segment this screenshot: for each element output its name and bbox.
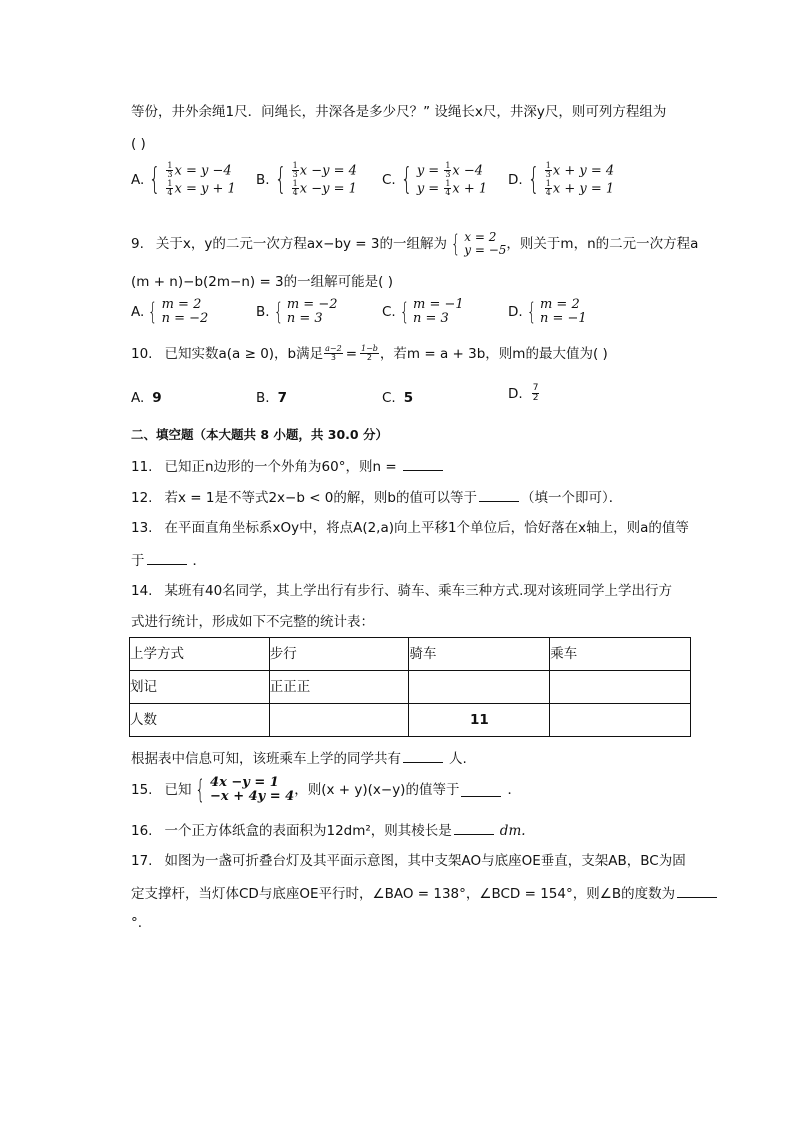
equation-system: { $\frac{1}{3}$ x −y = 4 $\frac{1}{4}$ x −y = 1 xyxy=(274,161,357,198)
q9-option-a[interactable]: A. { m = 2 n = −2 xyxy=(131,297,209,327)
table-cell: 骑车 xyxy=(409,638,550,671)
q10-text: 10. 已知实数a(a ≥ 0)，b满足 $\frac{a-2}{3}$ = $\frac{1-b}{2}$ ，若m = a + 3b，则m的最大值为( ) xyxy=(131,344,608,363)
brace-icon: { xyxy=(451,230,461,259)
q14-text-line1: 14. 某班有40名同学，其上学出行有步行、骑车、乘车三种方式.现对该班同学上学出行方 xyxy=(131,583,672,599)
brace-icon: { xyxy=(274,161,286,197)
q16-text: 16. 一个正方体纸盒的表面积为12dm²，则其棱长是 dm. xyxy=(131,823,526,839)
table-row xyxy=(130,704,691,737)
answer-blank[interactable] xyxy=(461,784,501,797)
equation-system: { y = $\frac{1}{3}$ x −4 y = $\frac{1}{4}$ x + 1 xyxy=(400,161,488,198)
table-cell: 乘车 xyxy=(550,638,691,671)
equation-system: { x = 2 y = −5 xyxy=(451,230,507,259)
option-label: A. xyxy=(131,171,145,188)
statistics-table xyxy=(129,637,691,737)
q13-text-line2: 于 ． xyxy=(131,553,206,569)
brace-icon: { xyxy=(195,775,206,806)
table-cell: 步行 xyxy=(269,638,409,671)
q13-text-line1: 13. 在平面直角坐标系xOy中，将点A(2,a)向上平移1个单位后，恰好落在x轴上，则a的值等 xyxy=(131,520,689,536)
option-label: A. xyxy=(131,304,145,321)
table-cell: 人数 xyxy=(130,704,270,737)
q9-option-d[interactable]: D. { m = 2 n = −1 xyxy=(508,297,587,327)
table-row xyxy=(130,671,691,704)
q8-text-line1: 等份，井外余绳1尺．问绳长，井深各是多少尺？” 设绳长x尺，井深y尺，则可列方程组为 xyxy=(131,104,667,120)
q8-option-d[interactable] xyxy=(508,162,614,198)
brace-icon: { xyxy=(148,298,158,327)
section-heading: 二、填空题（本大题共 8 小题，共 30.0 分） xyxy=(131,427,388,442)
brace-icon: { xyxy=(526,298,536,327)
equation-system: { $\frac{1}{3}$ x = y −4 $\frac{1}{4}$ x = y + 1 xyxy=(149,161,236,198)
table-cell: 正正正 xyxy=(269,671,409,704)
q10-option-a[interactable]: A. 9 xyxy=(131,390,162,406)
table-cell: 上学方式 xyxy=(130,638,270,671)
q8-option-c[interactable] xyxy=(382,162,487,198)
answer-blank[interactable] xyxy=(677,885,717,898)
q9-text-line2: (m + n)−b(2m−n) = 3的一组解可能是( ) xyxy=(131,274,393,290)
q15-text: 15. 已知 { 4x −y = 1 −x + 4y = 4 ，则(x + y)(x−y)的值等于 ． xyxy=(131,775,521,806)
table-cell: 划记 xyxy=(130,671,270,704)
table-row xyxy=(130,638,691,671)
brace-icon: { xyxy=(273,298,283,327)
brace-icon: { xyxy=(149,161,161,197)
table-cell: 11 xyxy=(409,704,550,737)
q10-option-d[interactable]: D. $\frac{7}{2}$ xyxy=(508,383,539,404)
q12-text: 12. 若x = 1是不等式2x−b < 0的解，则b的值可以等于 （填一个即可）． xyxy=(131,490,623,506)
equation-system: { $\frac{1}{3}$ x + y = 4 $\frac{1}{4}$ x + y = 1 xyxy=(527,161,615,198)
table-cell xyxy=(409,671,550,704)
option-label: B. xyxy=(256,171,270,188)
option-label: C. xyxy=(382,171,396,188)
table-cell xyxy=(550,704,691,737)
table-cell xyxy=(269,704,409,737)
q10-option-c[interactable]: C. 5 xyxy=(382,390,414,406)
answer-blank[interactable] xyxy=(403,458,443,471)
q14-text-line2: 式进行统计，形成如下不完整的统计表： xyxy=(131,614,374,630)
q17-text-line2: 定支撑杆，当灯体CD与底座OE平行时，∠BAO = 138°，∠BCD = 154°，则∠B的度数为 xyxy=(131,885,719,902)
option-label: B. xyxy=(256,304,270,321)
answer-blank[interactable] xyxy=(403,750,443,763)
brace-icon: { xyxy=(527,161,539,197)
answer-blank[interactable] xyxy=(454,822,494,835)
q8-option-b[interactable] xyxy=(256,162,357,198)
q14-text-after: 根据表中信息可知，该班乘车上学的同学共有 人. xyxy=(131,751,467,767)
q11-text: 11. 已知正n边形的一个外角为60°，则n = xyxy=(131,458,445,475)
q17-text-line3: °. xyxy=(131,915,143,931)
option-label: C. xyxy=(382,304,396,321)
brace-icon: { xyxy=(400,161,412,197)
table-cell xyxy=(550,671,691,704)
option-label: D. xyxy=(508,171,523,188)
q8-paren: ( ) xyxy=(131,136,146,152)
brace-icon: { xyxy=(399,298,409,327)
answer-blank[interactable] xyxy=(479,489,519,502)
option-label: D. xyxy=(508,304,523,321)
q9-text-line1: 9. 关于x，y的二元一次方程ax−by = 3的一组解为 { x = 2 y = −5 ，则关于m，n的二元一次方程a xyxy=(131,230,699,259)
q17-text-line1: 17. 如图为一盏可折叠台灯及其平面示意图，其中支架AO与底座OE垂直，支架AB，BC为固 xyxy=(131,853,686,869)
q9-option-c[interactable]: C. { m = −1 n = 3 xyxy=(382,297,464,327)
q10-option-b[interactable]: B. 7 xyxy=(256,390,287,406)
q8-option-a[interactable] xyxy=(131,162,236,198)
answer-blank[interactable] xyxy=(147,552,187,565)
q9-option-b[interactable]: B. { m = −2 n = 3 xyxy=(256,297,338,327)
